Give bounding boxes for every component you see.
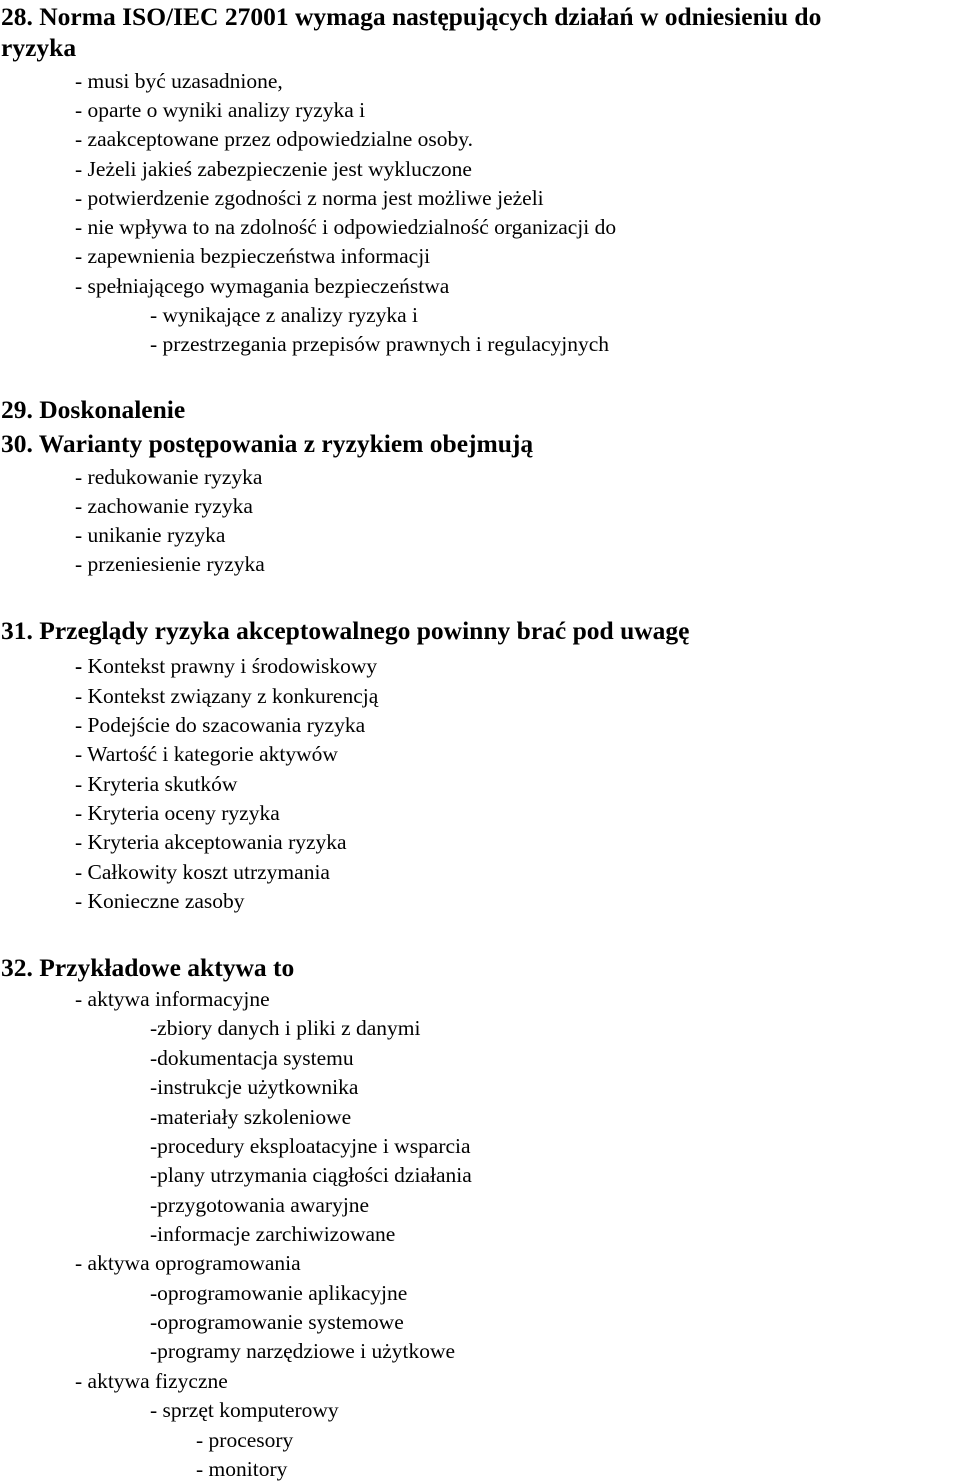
list-item: - Konieczne zasoby <box>75 889 245 913</box>
group-label: - aktywa oprogramowania <box>75 1251 301 1275</box>
list-item: - Kryteria skutków <box>75 772 238 796</box>
sub-list-item: -przygotowania awaryjne <box>150 1193 370 1217</box>
list-item: - zachowanie ryzyka <box>75 494 253 518</box>
sub-list-item: -oprogramowanie systemowe <box>150 1310 404 1334</box>
section-31-title: 31. Przeglądy ryzyka akceptowalnego powinny brać pod uwagę <box>1 616 690 645</box>
list-item: - redukowanie ryzyka <box>75 465 263 489</box>
sub-list-item: -instrukcje użytkownika <box>150 1075 359 1099</box>
list-item: - przeniesienie ryzyka <box>75 552 265 576</box>
list-item: - Kryteria akceptowania ryzyka <box>75 830 347 854</box>
list-item: - potwierdzenie zgodności z norma jest możliwe jeżeli <box>75 186 544 210</box>
list-item: - Całkowity koszt utrzymania <box>75 860 330 884</box>
list-item: - spełniającego wymagania bezpieczeństwa <box>75 274 450 298</box>
sub-list-item: -plany utrzymania ciągłości działania <box>150 1163 472 1187</box>
sub-list-item: - przestrzegania przepisów prawnych i regulacyjnych <box>150 332 610 356</box>
list-item: - Wartość i kategorie aktywów <box>75 742 338 766</box>
bold-dash: - <box>75 654 83 678</box>
list-item: - zapewnienia bezpieczeństwa informacji <box>75 244 431 268</box>
list-item-text: Kontekst prawny i środowiskowy <box>82 654 378 678</box>
sub-list-item: -procedury eksploatacyjne i wsparcia <box>150 1134 471 1158</box>
list-item: - nie wpływa to na zdolność i odpowiedzialność organizacji do <box>75 215 617 239</box>
list-item: - zaakceptowane przez odpowiedzialne osoby. <box>75 127 473 151</box>
list-item: - musi być uzasadnione, <box>75 69 283 93</box>
section-29-title: 29. Doskonalenie <box>1 395 186 424</box>
list-item <box>75 653 377 679</box>
sub-list-item: - sprzęt komputerowy <box>150 1398 339 1422</box>
sub-list-item: - wynikające z analizy ryzyka i <box>150 303 419 327</box>
section-30-title: 30. Warianty postępowania z ryzykiem obejmują <box>1 429 534 458</box>
group-label: - aktywa fizyczne <box>75 1369 228 1393</box>
list-item: - oparte o wyniki analizy ryzyka i <box>75 98 366 122</box>
list-item: - unikanie ryzyka <box>75 523 226 547</box>
list-item: - Jeżeli jakieś zabezpieczenie jest wykluczone <box>75 157 472 181</box>
list-item: - Kryteria oceny ryzyka <box>75 801 280 825</box>
sub-list-item: -materiały szkoleniowe <box>150 1105 352 1129</box>
sub-list-item: -programy narzędziowe i użytkowe <box>150 1339 456 1363</box>
sub-list-item: -zbiory danych i pliki z danymi <box>150 1016 421 1040</box>
list-item: - Podejście do szacowania ryzyka <box>75 713 366 737</box>
sub-list-item: -informacje zarchiwizowane <box>150 1222 396 1246</box>
sub-list-item: -oprogramowanie aplikacyjne <box>150 1281 408 1305</box>
list-item: - Kontekst związany z konkurencją <box>75 684 379 708</box>
section-28-title-line-1: 28. Norma ISO/IEC 27001 wymaga następujących działań w odniesieniu do <box>1 2 822 31</box>
section-32-title: 32. Przykładowe aktywa to <box>1 953 295 982</box>
sub-list-item: -dokumentacja systemu <box>150 1046 354 1070</box>
sub-sub-list-item: - monitory <box>196 1457 288 1481</box>
sub-sub-list-item: - procesory <box>196 1428 294 1452</box>
group-label: - aktywa informacyjne <box>75 987 270 1011</box>
section-28-title-line-2: ryzyka <box>1 33 77 62</box>
